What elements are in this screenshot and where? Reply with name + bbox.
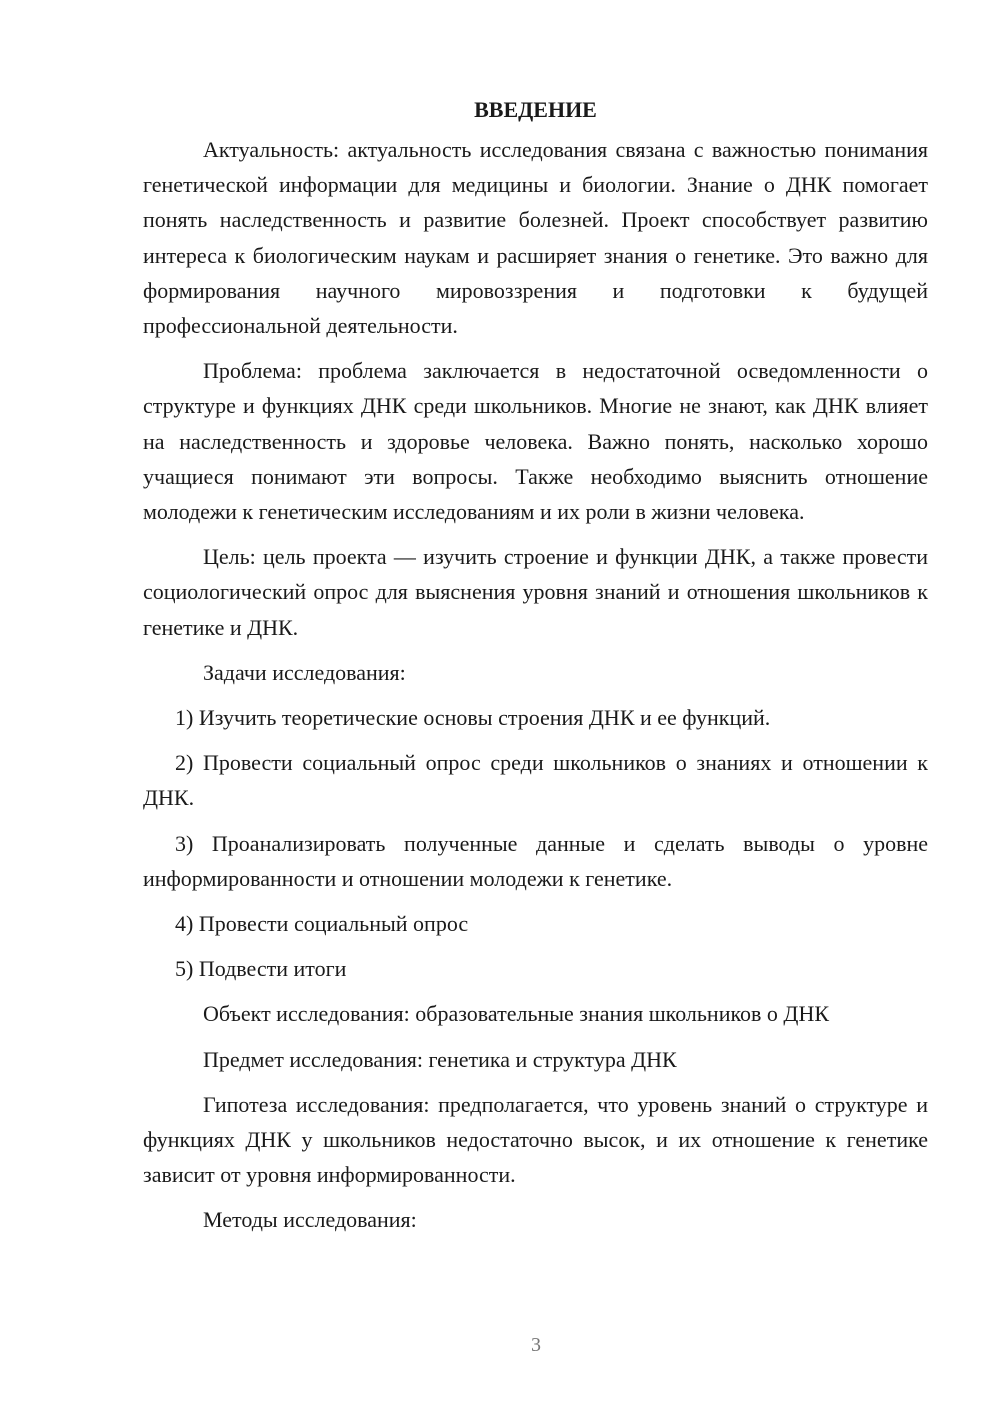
paragraph-problem: Проблема: проблема заключается в недостаточной осведомленности о структуре и функциях ДНК среди школьников. Многие не знают, как ДНК влияет на наследственность и здоровье человека. Важно понять, насколько хорошо учащиеся понимают эти вопросы. Также необходимо выяснить отношение молодежи к генетическим исследованиям и их роли в жизни человека. (143, 358, 928, 525)
section-heading: ВВЕДЕНИЕ (474, 97, 597, 122)
task-item-5: 5) Подвести итоги (175, 956, 347, 982)
task-item-1: 1) Изучить теоретические основы строения ДНК и ее функций. (175, 705, 771, 731)
paragraph-object: Объект исследования: образовательные знания школьников о ДНК (203, 1001, 830, 1027)
paragraph-goal: Цель: цель проекта — изучить строение и функции ДНК, а также провести социологический опрос для выяснения уровня знаний и отношения школьников к генетике и ДНК. (143, 544, 928, 640)
paragraph-tasks-title: Задачи исследования: (203, 659, 406, 685)
task-item-3: 3) Проанализировать полученные данные и сделать выводы о уровне информированности и отношении молодежи к генетике. (143, 830, 928, 891)
paragraph-methods: Методы исследования: (203, 1207, 417, 1233)
task-item-4: 4) Провести социальный опрос (175, 911, 469, 937)
paragraph-subject: Предмет исследования: генетика и структура ДНК (203, 1046, 677, 1072)
page-number: 3 (531, 1334, 541, 1356)
task-item-2: 2) Провести социальный опрос среди школьников о знаниях и отношении к ДНК. (143, 750, 928, 811)
paragraph-hypothesis: Гипотеза исследования: предполагается, что уровень знаний о структуре и функциях ДНК у школьников недостаточно высок, и их отношение к генетике зависит от уровня информированности. (143, 1091, 928, 1188)
page-content (143, 92, 928, 1248)
paragraph-relevance: Актуальность: актуальность исследования связана с важностью понимания генетической информации для медицины и биологии. Знание о ДНК помогает понять наследственность и развитие болезней. Проект способствует развитию интереса к биологическим наукам и расширяет знания о генетике. Это важно для формирования научного мировоззрения и подготовки к будущей профессиональной деятельности. (143, 137, 928, 339)
